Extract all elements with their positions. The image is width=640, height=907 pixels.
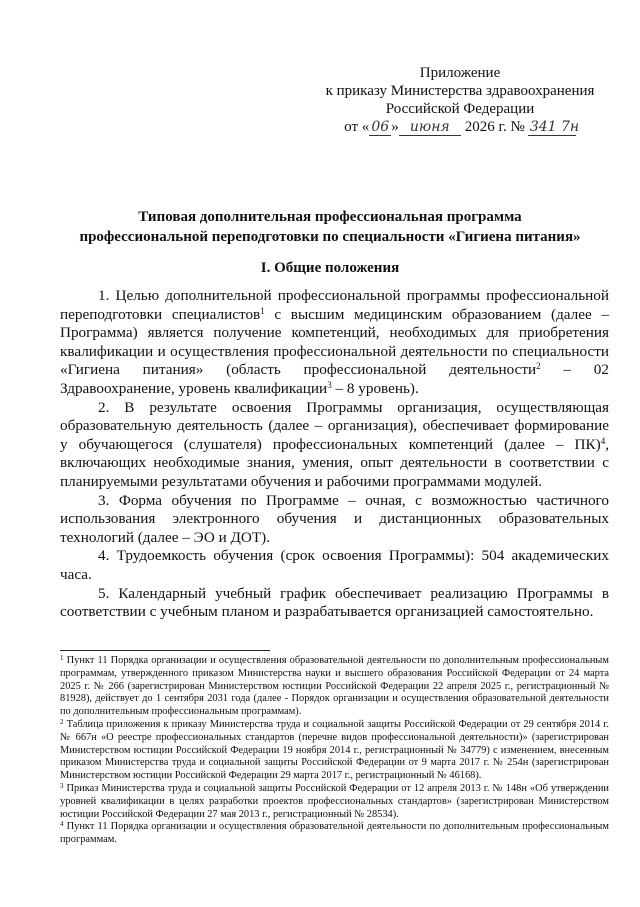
handwritten-order-number: 341 7н <box>529 119 580 135</box>
p1-text-c: – 02 Здравоохранение, уровень квалификации <box>60 361 609 397</box>
footnote-ref-1: 1 <box>260 305 265 316</box>
footnote-ref-3: 3 <box>327 379 332 390</box>
section-heading: I. Общие положения <box>260 260 400 276</box>
footnote-text: Пункт 11 Порядка организации и осуществления образовательной деятельности по дополнительным профессиональным программам, утвержденного приказом Министерства науки и высшего образования Российской Федерации от 24 марта 2025 г. № 266 (зарегистрирован Министерством юстиции Российской Федерации 22 апреля 2025 г., регистрационный № 81928), действует до 1 сентября 2031 года (далее - Порядок организации и осуществления образовательной деятельности по дополнительным профессиональным программам). <box>60 655 609 718</box>
document-body <box>60 287 609 622</box>
handwritten-month: июня <box>399 120 461 136</box>
date-year: 2026 г. № <box>464 119 525 135</box>
footnotes <box>60 655 609 847</box>
paragraph-2 <box>60 399 609 492</box>
document-title <box>60 207 600 247</box>
footnote-text: Таблица приложения к приказу Министерства труда и социальной защиты Российской Федерации от 29 сентября 2014 г. № 667н «О реестре профессиональных стандартов (перечне видов профессиональной деятельности)» (зарегистрирован Министерством юстиции Российской Федерации 19 ноября 2014 г., регистрационный № 34779) с изменением, внесенным приказом Министерства труда и социальной защиты Российской Федерации от 9 марта 2017 г. № 254н (зарегистрирован Министерством юстиции Российской Федерации 29 марта 2017 г., регистрационный № 46168). <box>60 718 609 782</box>
footnote <box>60 655 609 719</box>
footnote <box>60 783 609 821</box>
p2-text-b: , включающих необходимые знания, умения, опыт деятельности в соответствии с планируемыми результатами обучения и рабочими программами модулей. <box>60 435 609 490</box>
paragraph-4: 4. Трудоемкость обучения (срок освоения Программы): 504 академических часа. <box>60 547 609 583</box>
p1-text-b: с высшим медицинским образованием (далее – Программа) является получение компетенций, необходимых для приобретения квалификации и осуществления профессиональной деятельности по специальности «Гигиена питания» (область профессиональной деятельности <box>60 305 609 379</box>
footnote-marker: 2 <box>60 717 64 726</box>
paragraph-5: 5. Календарный учебный график обеспечивает реализацию Программы в соответствии с учебным планом и разрабатывается организацией самостоятельно. <box>60 584 609 621</box>
footnote-ref-4: 4 <box>600 435 606 446</box>
footnote <box>60 821 609 847</box>
appendix-label: Приложение <box>419 65 501 81</box>
footnote-marker: 3 <box>60 781 64 790</box>
country-name: Российской Федерации <box>385 101 535 117</box>
date-mid: » <box>391 119 399 135</box>
paragraph-3: 3. Форма обучения по Программе – очная, с возможностью частичного использования электронного обучения и дистанционных образовательных технологий (далее – ЭО и ДОТ). <box>60 491 609 546</box>
footnote-divider <box>60 650 270 651</box>
title-line-1: Типовая дополнительная профессиональная программа <box>138 209 522 225</box>
footnote-text: Пункт 11 Порядка организации и осуществления образовательной деятельности по дополнительным профессиональным программам. <box>60 821 609 846</box>
p1-text-a: 1. Целью дополнительной профессиональной программы профессиональной переподготовки специалистов <box>60 287 609 323</box>
paragraph-1 <box>60 287 609 399</box>
title-line-2: профессиональной переподготовки по специальности «Гигиена питания» <box>79 229 581 245</box>
footnote <box>60 719 609 783</box>
order-date <box>344 118 580 136</box>
p1-text-d: – 8 уровень). <box>331 379 419 397</box>
footnote-marker: 1 <box>60 654 64 662</box>
footnote-text: Приказ Министерства труда и социальной защиты Российской Федерации от 12 апреля 2013 г. № 148н «Об утверждении уровней квалификации в целях разработки проектов профессиональных стандартов» (зарегистрирован Министерством юстиции Российской Федерации 27 мая 2013 г., регистрационный № 28534). <box>60 782 609 820</box>
order-date-line <box>320 118 600 136</box>
date-prefix: от « <box>344 119 370 135</box>
footnote-ref-2: 2 <box>536 361 541 372</box>
footnote-marker: 4 <box>60 820 64 829</box>
p2-text-a: 2. В результате освоения Программы организация, осуществляющая образовательную деятельность (далее – организация), обеспечивает формирование у обучающегося (слушателя) профессиональных компетенций (далее – ПК) <box>60 398 609 453</box>
order-reference: к приказу Министерства здравоохранения <box>325 83 595 99</box>
handwritten-day: 06 <box>369 120 391 136</box>
appendix-header <box>320 64 600 136</box>
